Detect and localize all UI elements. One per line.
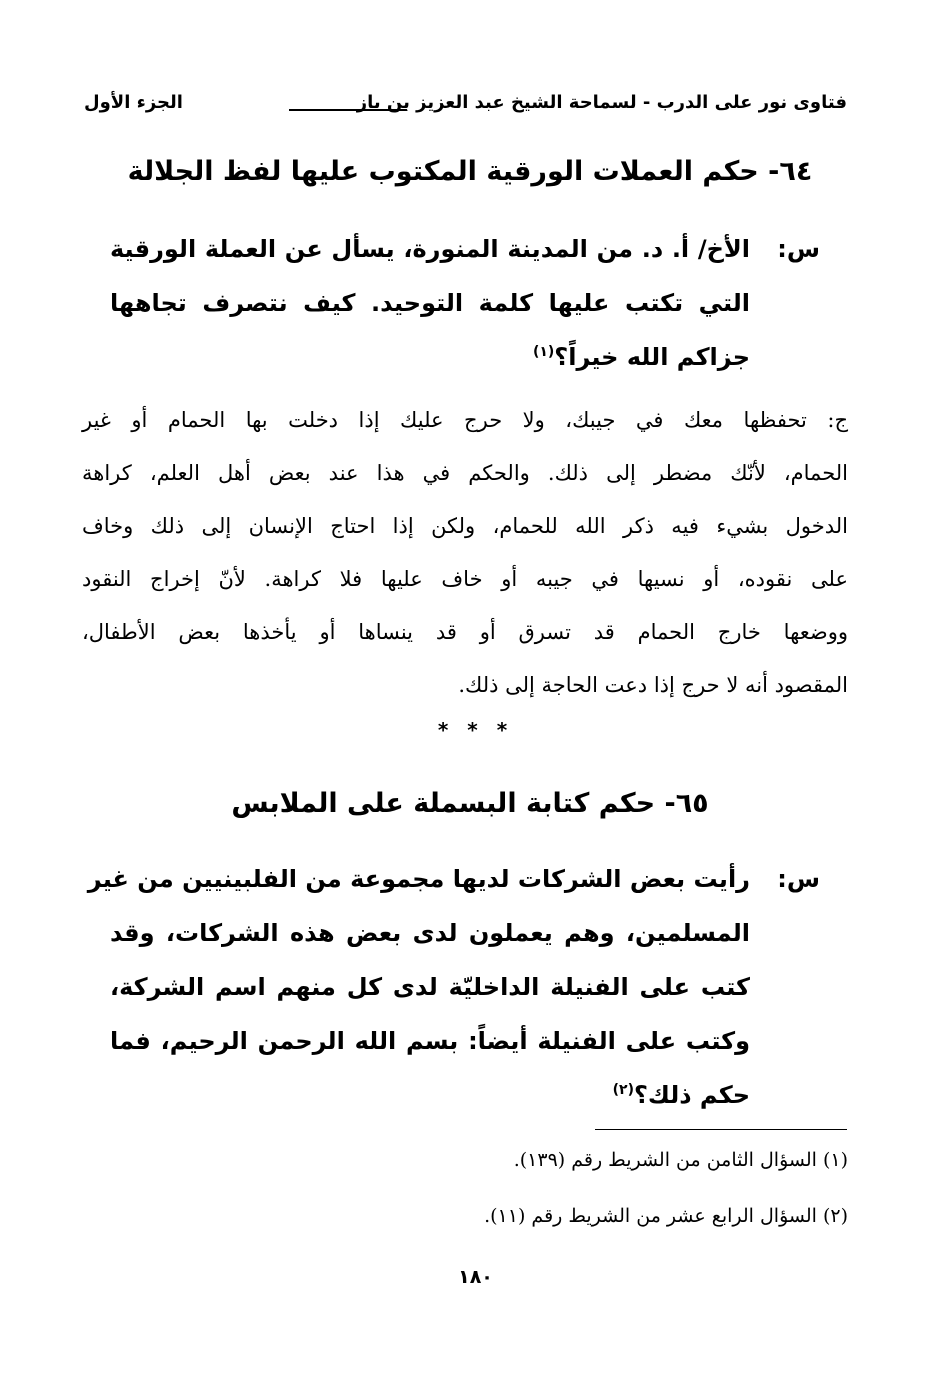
running-header (84, 88, 847, 118)
question-line-text: حكم ذلك؟ (633, 1081, 750, 1109)
section-separator: * * * (437, 718, 514, 742)
question-text (110, 222, 750, 384)
question-line-text: جزاكم الله خيراً؟ (554, 343, 750, 371)
footnote-2: (٢) السؤال الرابع عشر من الشريط رقم (١١). (484, 1205, 848, 1227)
question-line: المسلمين، وهم يعملون لدى بعض هذه الشركات، وقد (110, 919, 750, 947)
question-line: الأخ/ أ. د. من المدينة المنورة، يسأل عن العملة الورقية (110, 235, 750, 263)
footnote-rule (595, 1129, 847, 1130)
header-rule (289, 109, 407, 111)
answer-line: الحمام، لأنّك مضطر إلى ذلك. والحكم في هذا عند بعض أهل العلم، كراهة (82, 461, 848, 485)
question-line: وكتب على الفنيلة أيضاً: بسم الله الرحمن الرحيم، فما (110, 1027, 750, 1055)
footnotes (300, 1140, 848, 1252)
section-65-heading: ٦٥- حكم كتابة البسملة على الملابس (231, 788, 709, 819)
section-64-answer (82, 394, 848, 712)
volume-label: الجزء الأول (84, 92, 183, 113)
question-label: س: (777, 865, 820, 893)
question-line-last (110, 330, 750, 384)
answer-line: على نقوده، أو نسيها في جيبه أو خاف عليها فلا كراهة. لأنّ إخراج النقود (82, 567, 848, 591)
page-number: ١٨٠ (458, 1266, 493, 1288)
footnote-ref-1: (١) (532, 344, 555, 360)
question-line: كتب على الفنيلة الداخليّة لدى كل منهم اسم الشركة، (110, 973, 750, 1001)
question-line-last (110, 1068, 750, 1122)
footnote-1: (١) السؤال الثامن من الشريط رقم (١٣٩). (513, 1149, 848, 1171)
section-64-heading: ٦٤- حكم العملات الورقية المكتوب عليها لفظ الجلالة (127, 156, 813, 187)
answer-line: ج: تحفظها معك في جيبك، ولا حرج عليك إذا دخلت بها الحمام أو غير (82, 408, 848, 432)
question-line: رأيت بعض الشركات لديها مجموعة من الفلبينيين من غير (87, 865, 750, 893)
footnote-ref-2: (٢) (612, 1082, 634, 1098)
section-64-question (110, 222, 820, 392)
question-text (87, 852, 750, 1122)
question-label: س: (777, 235, 820, 263)
answer-line: الدخول بشيء فيه ذكر الله للحمام، ولكن إذا احتاج الإنسان إلى ذلك وخاف (82, 514, 848, 538)
answer-line-last: المقصود أنه لا حرج إذا دعت الحاجة إلى ذلك. (458, 673, 848, 697)
book-title: فتاوى نور على الدرب - لسماحة الشيخ عبد العزيز بن باز (356, 92, 847, 113)
question-line: التي تكتب عليها كلمة التوحيد. كيف نتصرف تجاهها (110, 289, 750, 317)
answer-line: ووضعها خارج الحمام قد تسرق أو قد ينساها أو يأخذها بعض الأطفال، (82, 620, 848, 644)
section-65-question (87, 852, 820, 1122)
